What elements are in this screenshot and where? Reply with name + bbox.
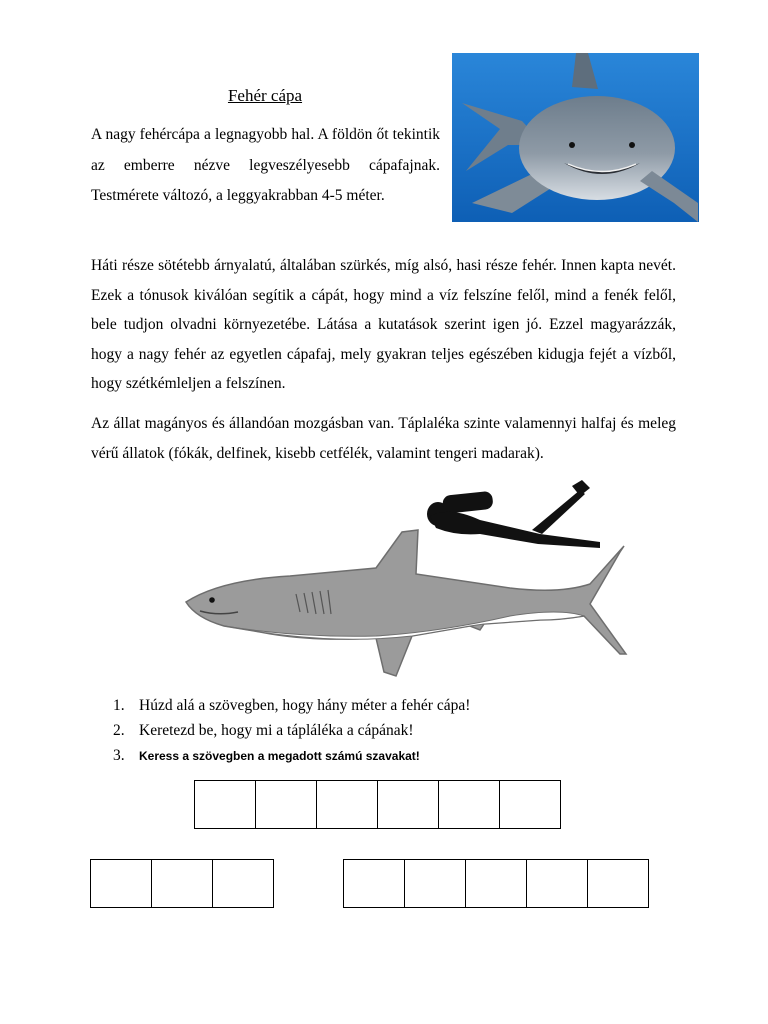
letter-box[interactable]	[194, 780, 256, 829]
shark-diver-illustration	[180, 476, 630, 681]
letter-box[interactable]	[587, 859, 649, 908]
task-text: Keress a szövegben a megadott számú szavakat!	[139, 748, 420, 763]
page-title: Fehér cápa	[227, 86, 303, 105]
task-text: Húzd alá a szövegben, hogy hány méter a fehér cápa!	[139, 696, 471, 714]
task-item-1	[113, 693, 673, 718]
shark-diver-drawing	[180, 476, 630, 681]
word-box-row-2-right	[343, 859, 649, 908]
letter-box[interactable]	[151, 859, 213, 908]
task-number: 1.	[113, 696, 125, 714]
body-paragraph-3: Az állat magányos és állandóan mozgásban van. Táplaléka szinte valamennyi halfaj és meleg vérű állatok (fókák, delfinek, kisebb cetfélék, valamint tengeri madarak).	[91, 415, 676, 462]
task-item-2	[113, 718, 673, 743]
task-text: Keretezd be, hogy mi a tápláléka a cápának!	[139, 721, 414, 739]
word-box-row-1	[194, 780, 561, 829]
letter-box[interactable]	[438, 780, 500, 829]
body-paragraph-2: Háti része sötétebb árnyalatú, általában szürkés, míg alsó, hasi része fehér. Innen kapta nevét. Ezek a tónusok kiválóan segítik a cápát, hogy mind a víz felszíne felől, mind a fenék felől, bele tudjon olvadni környezetébe. Látása a kutatások szerint igen jó. Ezzel magyarázzák, hogy a nagy fehér az egyetlen cápafaj, mely gyakran teljes egészében kidugja fejét a vízből, hogy szétkémleljen a felszínen.	[91, 257, 676, 392]
letter-box[interactable]	[343, 859, 405, 908]
diver-silhouette	[427, 480, 600, 548]
letter-box[interactable]	[316, 780, 378, 829]
letter-box[interactable]	[499, 780, 561, 829]
letter-box[interactable]	[526, 859, 588, 908]
letter-box[interactable]	[377, 780, 439, 829]
shark-photo	[452, 53, 699, 222]
letter-box[interactable]	[465, 859, 527, 908]
letter-box[interactable]	[404, 859, 466, 908]
letter-box[interactable]	[212, 859, 274, 908]
task-number: 2.	[113, 721, 125, 739]
word-box-row-2-left	[90, 859, 274, 908]
shark-silhouette	[186, 530, 626, 676]
task-list	[113, 693, 673, 768]
task-number: 3.	[113, 746, 125, 764]
intro-paragraph: A nagy fehércápa a legnagyobb hal. A földön őt tekintik az emberre nézve legveszélyesebb cápafajnak. Testmérete változó, a leggyakrabban 4-5 méter.	[91, 126, 440, 204]
letter-box[interactable]	[255, 780, 317, 829]
shark-photo-image	[452, 53, 699, 222]
letter-box[interactable]	[90, 859, 152, 908]
task-item-3	[113, 743, 673, 768]
